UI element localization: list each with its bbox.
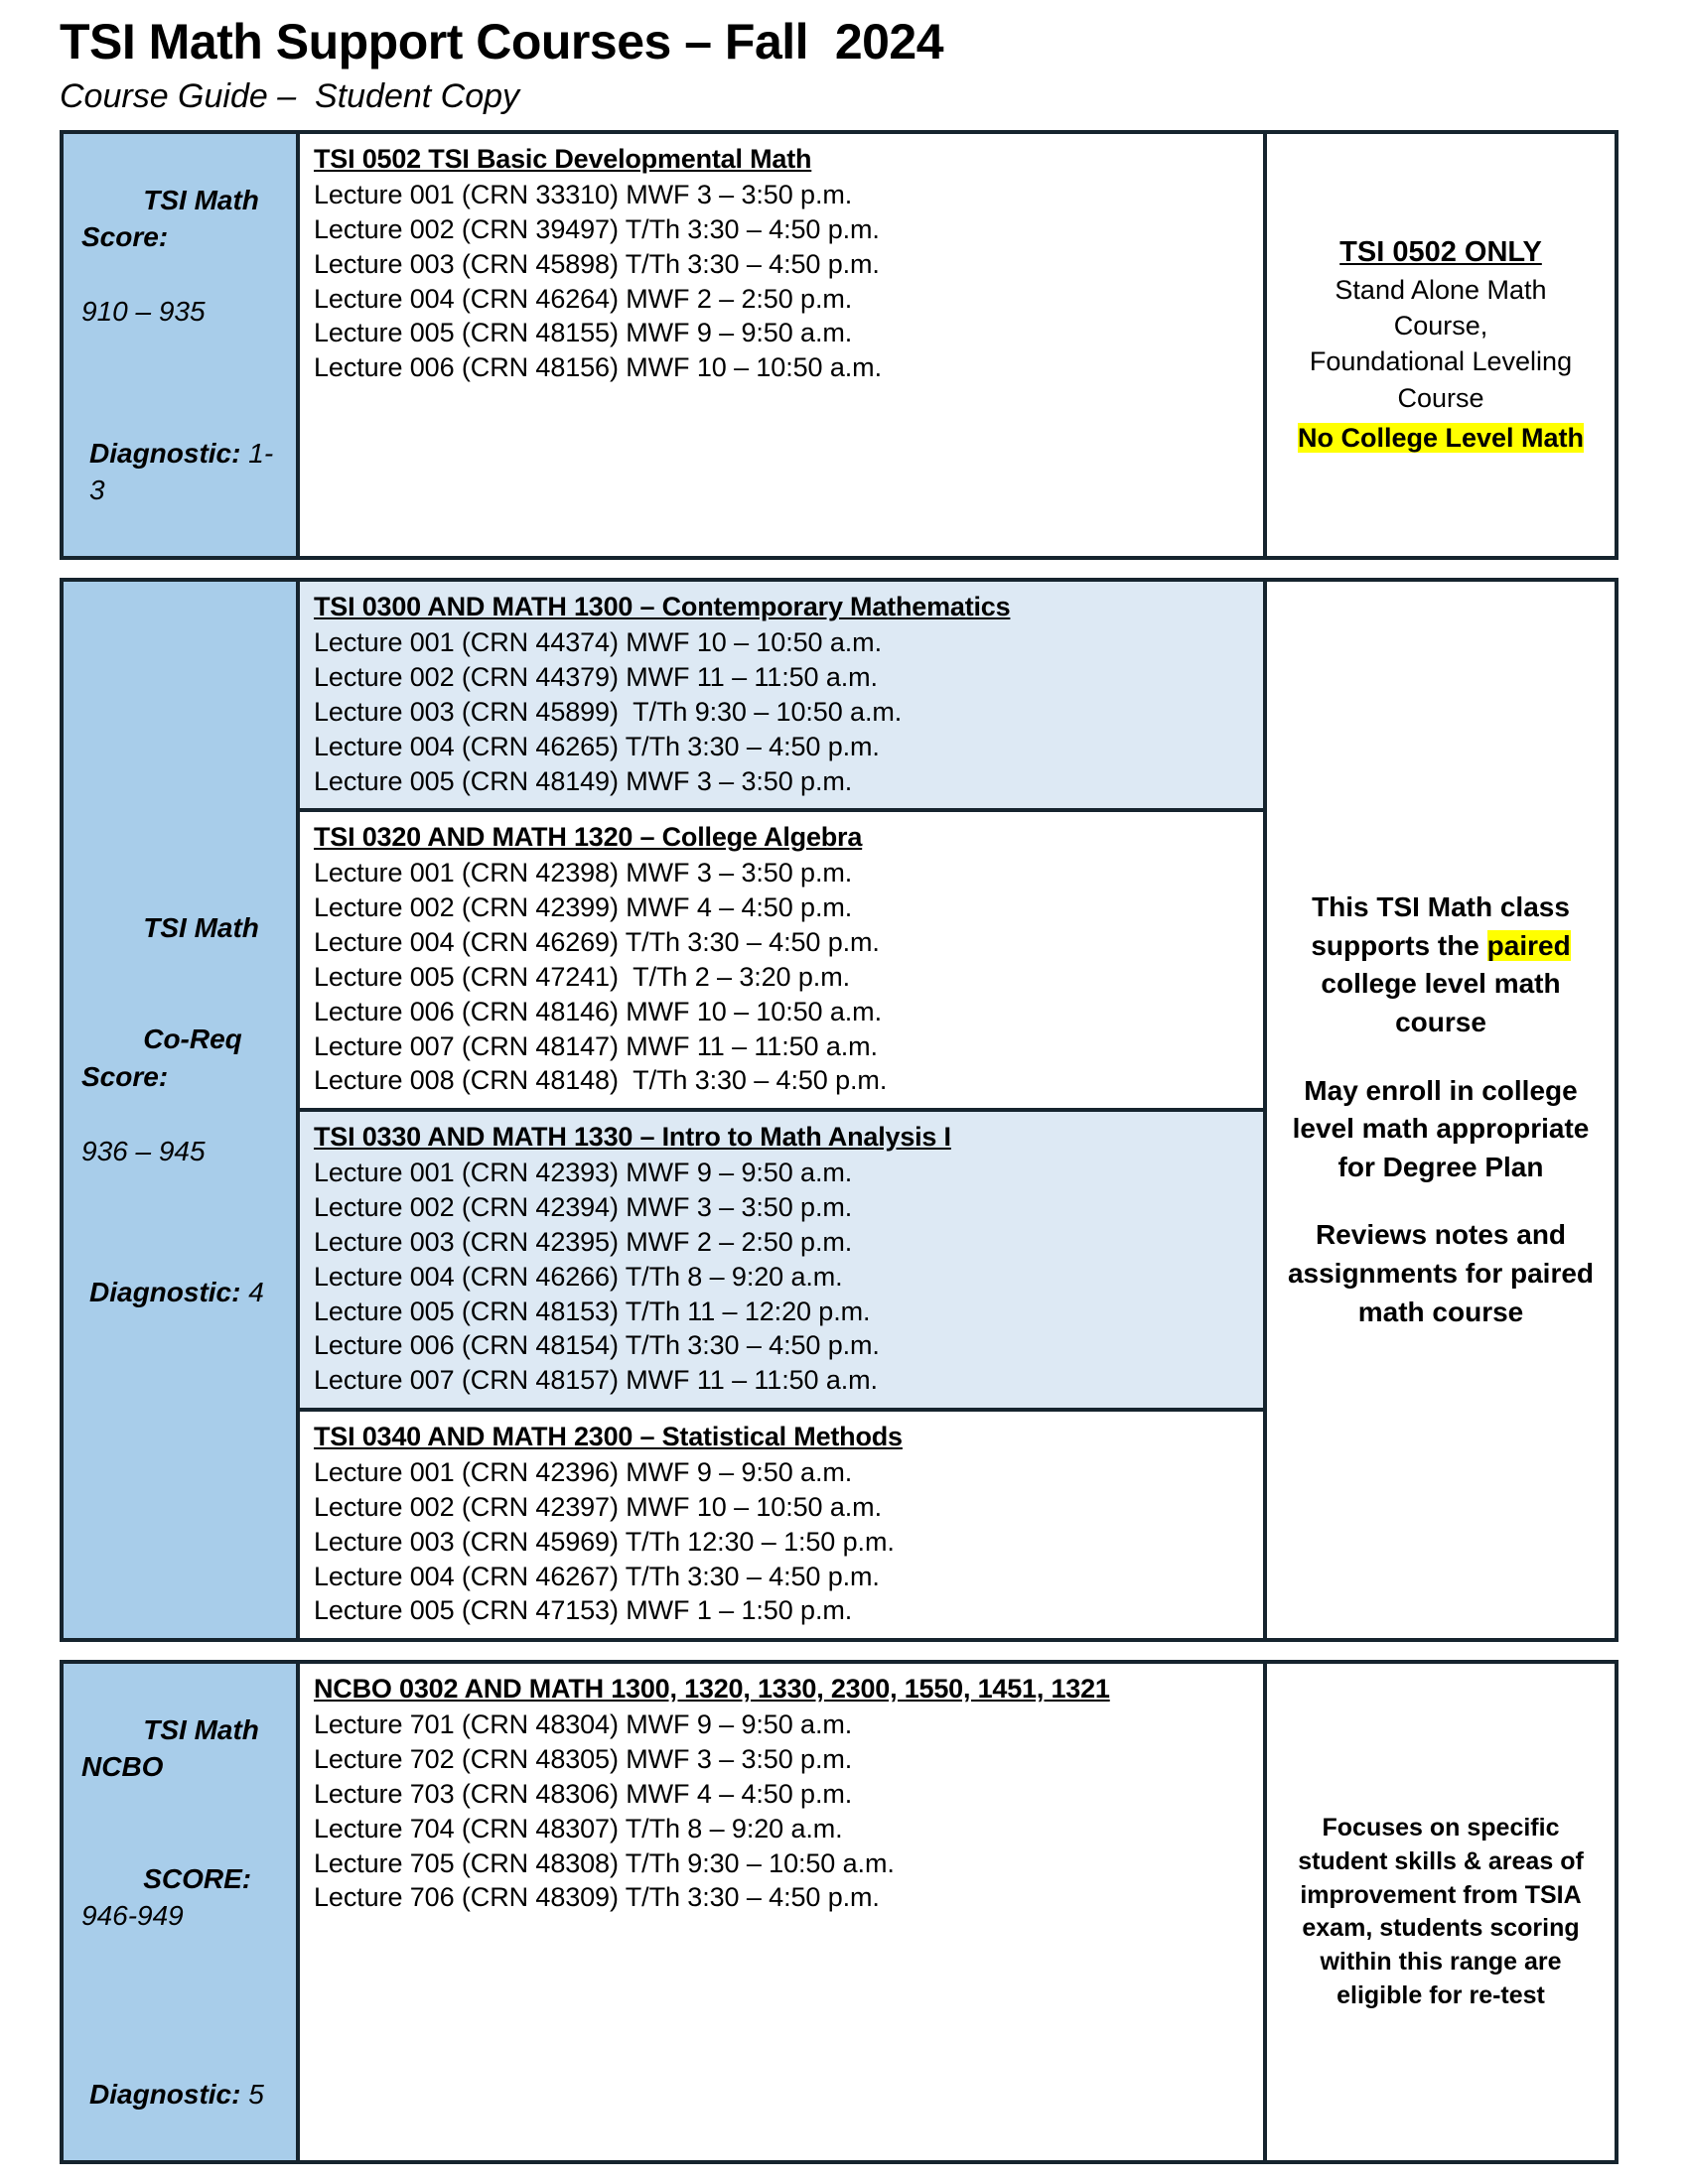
course-heading: TSI 0502 TSI Basic Developmental Math xyxy=(314,144,812,175)
lecture-line: Lecture 005 (CRN 47241) T/Th 2 – 3:20 p.m. xyxy=(314,961,850,992)
score-label xyxy=(81,872,280,984)
note-highlight-line xyxy=(1298,420,1584,456)
lecture-line: Lecture 701 (CRN 48304) MWF 9 – 9:50 a.m. xyxy=(314,1709,853,1740)
score-range: 946-949 xyxy=(81,1900,184,1932)
highlight-text: No College Level Math xyxy=(1297,422,1585,453)
diagnostic-value: 5 xyxy=(248,2079,264,2111)
note-line: Course xyxy=(1397,382,1484,413)
note-text-before: This TSI Math class supports the xyxy=(1311,891,1570,961)
lecture-line: Lecture 004 (CRN 46264) MWF 2 – 2:50 p.m. xyxy=(314,283,853,314)
score-cell xyxy=(64,1664,300,2160)
note-paragraph: Reviews notes and assignments for paired math course xyxy=(1287,1219,1595,1327)
lecture-line: Lecture 705 (CRN 48308) T/Th 9:30 – 10:50 a.m. xyxy=(314,1847,895,1878)
course-heading: TSI 0340 AND MATH 2300 – Statistical Methods xyxy=(314,1422,903,1452)
lecture-line: Lecture 703 (CRN 48306) MWF 4 – 4:50 p.m. xyxy=(314,1778,853,1809)
lecture-line: Lecture 006 (CRN 48146) MWF 10 – 10:50 a.m. xyxy=(314,996,882,1026)
diagnostic-value: 1-3 xyxy=(89,437,274,506)
diagnostic-line xyxy=(81,2001,280,2150)
course-heading: TSI 0330 AND MATH 1330 – Intro to Math Analysis I xyxy=(314,1122,951,1153)
courses-cell xyxy=(300,582,1267,1638)
score-label xyxy=(81,984,280,1133)
note-text-after: college level math course xyxy=(1321,968,1561,1037)
note-paragraph: Focuses on specific student skills & areas of improvement from TSIA exam, students scoring within this range are eligible for re-test xyxy=(1298,1814,1584,2009)
score-cell xyxy=(64,134,300,556)
spacer xyxy=(81,1169,280,1199)
note-paragraph xyxy=(1279,888,1603,1042)
note-line: Foundational Leveling xyxy=(1309,346,1573,377)
lecture-line: Lecture 007 (CRN 48157) MWF 11 – 11:50 a.m. xyxy=(314,1365,878,1396)
lecture-line: Lecture 004 (CRN 46266) T/Th 8 – 9:20 a.m. xyxy=(314,1261,843,1292)
table-row xyxy=(60,130,1618,560)
lecture-line: Lecture 005 (CRN 48149) MWF 3 – 3:50 p.m. xyxy=(314,765,853,796)
diagnostic-value: 4 xyxy=(248,1277,264,1308)
diagnostic-label: Diagnostic: xyxy=(89,2079,241,2111)
lecture-line: Lecture 001 (CRN 42393) MWF 9 – 9:50 a.m. xyxy=(314,1158,853,1188)
note-heading: TSI 0502 ONLY xyxy=(1339,236,1542,269)
lecture-line: Lecture 004 (CRN 46269) T/Th 3:30 – 4:50 p.m. xyxy=(314,927,880,958)
lecture-line: Lecture 007 (CRN 48147) MWF 11 – 11:50 a.m. xyxy=(314,1030,878,1061)
note-cell xyxy=(1267,582,1615,1638)
table-row xyxy=(60,1660,1618,2164)
spacer xyxy=(81,1972,280,2001)
diagnostic-value-wrap xyxy=(240,1277,263,1307)
score-label-line2: Co-Req Score: xyxy=(81,1024,250,1092)
table-row xyxy=(60,578,1618,1642)
diagnostic-line xyxy=(81,360,280,547)
score-range: 910 – 935 xyxy=(81,296,206,328)
lecture-line: Lecture 003 (CRN 45969) T/Th 12:30 – 1:50 p.m. xyxy=(314,1526,895,1557)
lecture-line: Lecture 706 (CRN 48309) T/Th 3:30 – 4:50 p.m. xyxy=(314,1882,880,1913)
page-title: TSI Math Support Courses – Fall 2024 xyxy=(60,14,944,69)
note-cell xyxy=(1267,1664,1615,2160)
lecture-line: Lecture 005 (CRN 47153) MWF 1 – 1:50 p.m. xyxy=(314,1595,853,1626)
lecture-line: Lecture 001 (CRN 42396) MWF 9 – 9:50 a.m. xyxy=(314,1457,853,1488)
score-label xyxy=(81,1674,280,1823)
score-label-line2: SCORE: xyxy=(143,1862,252,1894)
course-block xyxy=(300,1664,1263,1925)
lecture-line: Lecture 001 (CRN 33310) MWF 3 – 3:50 p.m. xyxy=(314,180,853,210)
lecture-line: Lecture 003 (CRN 42395) MWF 2 – 2:50 p.m. xyxy=(314,1226,853,1257)
highlight-text: paired xyxy=(1486,929,1571,961)
course-block xyxy=(300,1108,1263,1408)
lecture-line: Lecture 005 (CRN 48155) MWF 9 – 9:50 a.m. xyxy=(314,318,853,348)
lecture-line: Lecture 004 (CRN 46267) T/Th 3:30 – 4:50 p.m. xyxy=(314,1561,880,1591)
lecture-line: Lecture 704 (CRN 48307) T/Th 8 – 9:20 a.m. xyxy=(314,1813,843,1843)
lecture-line: Lecture 001 (CRN 44374) MWF 10 – 10:50 a.m. xyxy=(314,627,882,658)
note-paragraph: May enroll in college level math appropriate for Degree Plan xyxy=(1292,1074,1590,1182)
course-heading: NCBO 0302 AND MATH 1300, 1320, 1330, 2300, 1550, 1451, 1321 xyxy=(314,1674,1110,1705)
note-line: Stand Alone Math xyxy=(1335,275,1547,306)
score-label-line1: TSI Math xyxy=(143,911,259,943)
page-subtitle: Course Guide – Student Copy xyxy=(60,77,520,115)
score-label xyxy=(81,1823,280,1972)
diagnostic-line xyxy=(81,1199,280,1348)
score-label-text: TSI Math Score: xyxy=(81,184,267,253)
lecture-line: Lecture 002 (CRN 39497) T/Th 3:30 – 4:50 p.m. xyxy=(314,213,880,244)
lecture-line: Lecture 006 (CRN 48156) MWF 10 – 10:50 a.m. xyxy=(314,352,882,383)
diagnostic-label: Diagnostic: xyxy=(89,1277,241,1308)
lecture-line: Lecture 005 (CRN 48153) T/Th 11 – 12:20 p.m. xyxy=(314,1296,871,1326)
score-label xyxy=(81,144,280,293)
lecture-line: Lecture 002 (CRN 42397) MWF 10 – 10:50 a.m. xyxy=(314,1491,882,1522)
course-block xyxy=(300,1408,1263,1638)
lecture-line: Lecture 003 (CRN 45899) T/Th 9:30 – 10:50 a.m. xyxy=(314,696,903,727)
courses-cell xyxy=(300,134,1267,556)
diagnostic-value-wrap xyxy=(240,2079,263,2110)
lecture-line: Lecture 002 (CRN 42394) MWF 3 – 3:50 p.m. xyxy=(314,1192,853,1223)
courses-cell xyxy=(300,1664,1267,2160)
lecture-line: Lecture 006 (CRN 48154) T/Th 3:30 – 4:50 p.m. xyxy=(314,1330,880,1361)
lecture-line: Lecture 002 (CRN 44379) MWF 11 – 11:50 a.m. xyxy=(314,662,878,693)
spacer xyxy=(81,331,280,360)
lecture-line: Lecture 003 (CRN 45898) T/Th 3:30 – 4:50 p.m. xyxy=(314,248,880,279)
score-label-line1: TSI Math NCBO xyxy=(81,1713,267,1783)
note-line: Course, xyxy=(1393,311,1488,341)
diagnostic-label: Diagnostic: xyxy=(89,437,241,469)
course-block xyxy=(300,134,1263,395)
course-heading: TSI 0300 AND MATH 1300 – Contemporary Mathematics xyxy=(314,592,1011,622)
course-block xyxy=(300,808,1263,1108)
lecture-line: Lecture 001 (CRN 42398) MWF 3 – 3:50 p.m. xyxy=(314,858,853,888)
score-range: 936 – 945 xyxy=(81,1135,206,1166)
note-cell xyxy=(1267,134,1615,556)
lecture-line: Lecture 004 (CRN 46265) T/Th 3:30 – 4:50 p.m. xyxy=(314,731,880,761)
lecture-line: Lecture 002 (CRN 42399) MWF 4 – 4:50 p.m. xyxy=(314,892,853,923)
course-block xyxy=(300,582,1263,808)
lecture-line: Lecture 702 (CRN 48305) MWF 3 – 3:50 p.m. xyxy=(314,1744,853,1775)
score-cell xyxy=(64,582,300,1638)
lecture-line: Lecture 008 (CRN 48148) T/Th 3:30 – 4:50 p.m. xyxy=(314,1065,888,1096)
course-heading: TSI 0320 AND MATH 1320 – College Algebra xyxy=(314,822,863,853)
